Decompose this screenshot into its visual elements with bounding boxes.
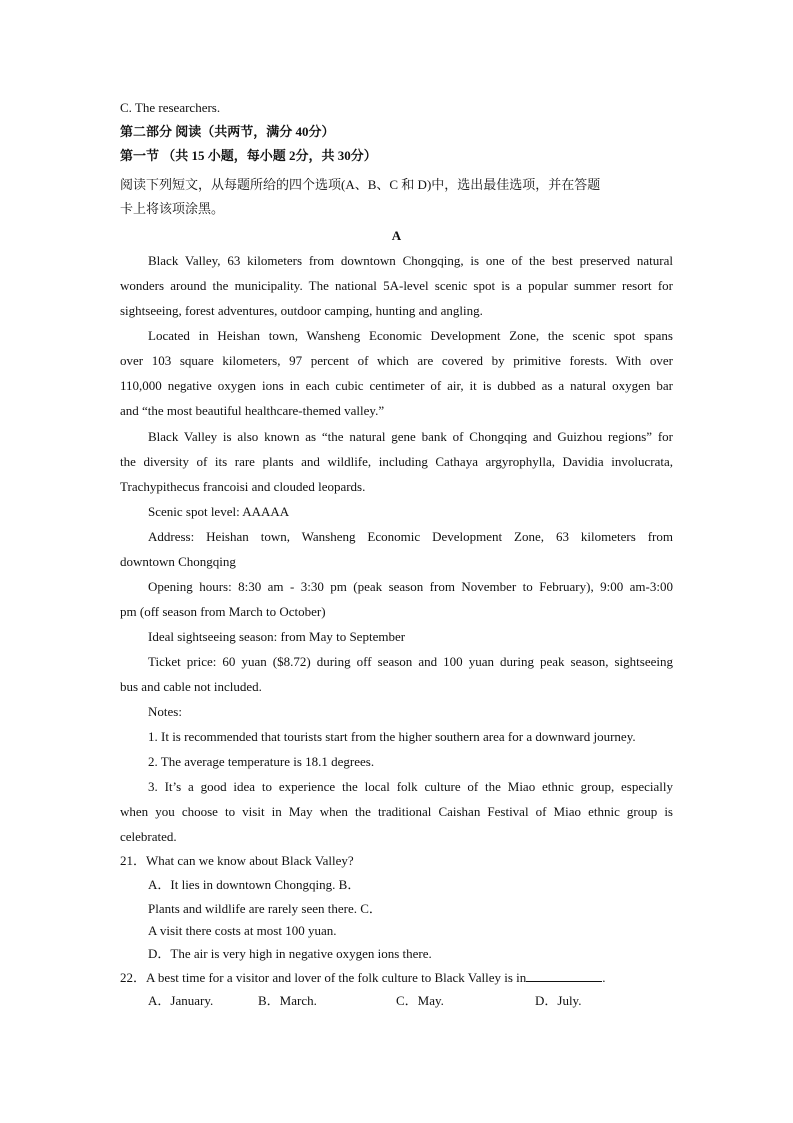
opening-hours-line: Opening hours: 8:30 am - 3:30 pm (peak season from November to February), 9:00 am-3:00	[148, 579, 673, 594]
note-3-line: celebrated.	[120, 829, 177, 844]
passage-line: over 103 square kilometers, 97 percent of which are covered by primitive forests. With over	[120, 353, 673, 368]
note-1: 1. It is recommended that tourists start from the higher southern area for a downward journey.	[148, 729, 636, 744]
ticket-price-line: Ticket price: 60 yuan ($8.72) during off season and 100 yuan during peak season, sightseeing	[148, 654, 673, 669]
note-3-line: 3. It’s a good idea to experience the local folk culture of the Miao ethnic group, especially	[148, 779, 673, 794]
option-b: B．March.	[258, 993, 317, 1008]
option-a: A．January.	[148, 993, 214, 1008]
note-3-line: when you choose to visit in May when the traditional Caishan Festival of Miao ethnic group is	[120, 804, 673, 819]
question-stem	[120, 969, 673, 986]
option-d: D．July.	[535, 993, 582, 1008]
passage-label: A	[391, 228, 402, 243]
part-heading: 第二部分 阅读（共两节，满分 40分）	[120, 124, 335, 139]
ticket-price-line: bus and cable not included.	[120, 679, 262, 694]
instructions-line-2: 卡上将该项涂黑。	[120, 201, 225, 216]
answer-blank	[526, 969, 602, 982]
question-stem-end: .	[602, 970, 606, 985]
previous-option: C. The researchers.	[120, 100, 221, 115]
passage-line: wonders around the municipality. The national 5A-level scenic spot is a popular summer resort for	[120, 278, 673, 293]
passage-line: sightseeing, forest adventures, outdoor camping, hunting and angling.	[120, 303, 483, 318]
scenic-level: Scenic spot level: AAAAA	[148, 504, 290, 519]
question-stem: 21．What can we know about Black Valley?	[120, 853, 354, 868]
passage-line: Black Valley is also known as “the natural gene bank of Chongqing and Guizhou regions” for	[148, 429, 673, 444]
option-line: D．The air is very high in negative oxygen ions there.	[148, 946, 432, 961]
opening-hours-line: pm (off season from March to October)	[120, 604, 326, 619]
option-line: Plants and wildlife are rarely seen there. C．	[148, 901, 382, 916]
address-line: Address: Heishan town, Wansheng Economic Development Zone, 63 kilometers from	[148, 529, 673, 544]
passage-line: the diversity of its rare plants and wildlife, including Cathaya argyrophylla, Davidia involucrata,	[120, 454, 673, 469]
question-stem-text: 22．A best time for a visitor and lover of the folk culture to Black Valley is in	[120, 970, 527, 985]
option-line: A visit there costs at most 100 yuan.	[148, 923, 337, 938]
passage-line: 110,000 negative oxygen ions in each cubic centimeter of air, it is dubbed as a natural oxygen bar	[120, 378, 673, 393]
passage-line: Trachypithecus francoisi and clouded leopards.	[120, 479, 366, 494]
passage-line: Black Valley, 63 kilometers from downtown Chongqing, is one of the best preserved natural	[148, 253, 673, 268]
instructions-line-1: 阅读下列短文，从每题所给的四个选项(A、B、C 和 D)中，选出最佳选项，并在答题	[120, 177, 601, 192]
section-heading: 第一节 （共 15 小题，每小题 2分，共 30分）	[120, 148, 377, 163]
ideal-season: Ideal sightseeing season: from May to September	[148, 629, 406, 644]
passage-line: Located in Heishan town, Wansheng Economic Development Zone, the scenic spot spans	[148, 328, 673, 343]
note-2: 2. The average temperature is 18.1 degrees.	[148, 754, 375, 769]
option-c: C．May.	[396, 993, 444, 1008]
passage-line: and “the most beautiful healthcare-themed valley.”	[120, 403, 385, 418]
address-line: downtown Chongqing	[120, 554, 236, 569]
notes-heading: Notes:	[148, 704, 182, 719]
option-line: A．It lies in downtown Chongqing. B．	[148, 877, 361, 892]
